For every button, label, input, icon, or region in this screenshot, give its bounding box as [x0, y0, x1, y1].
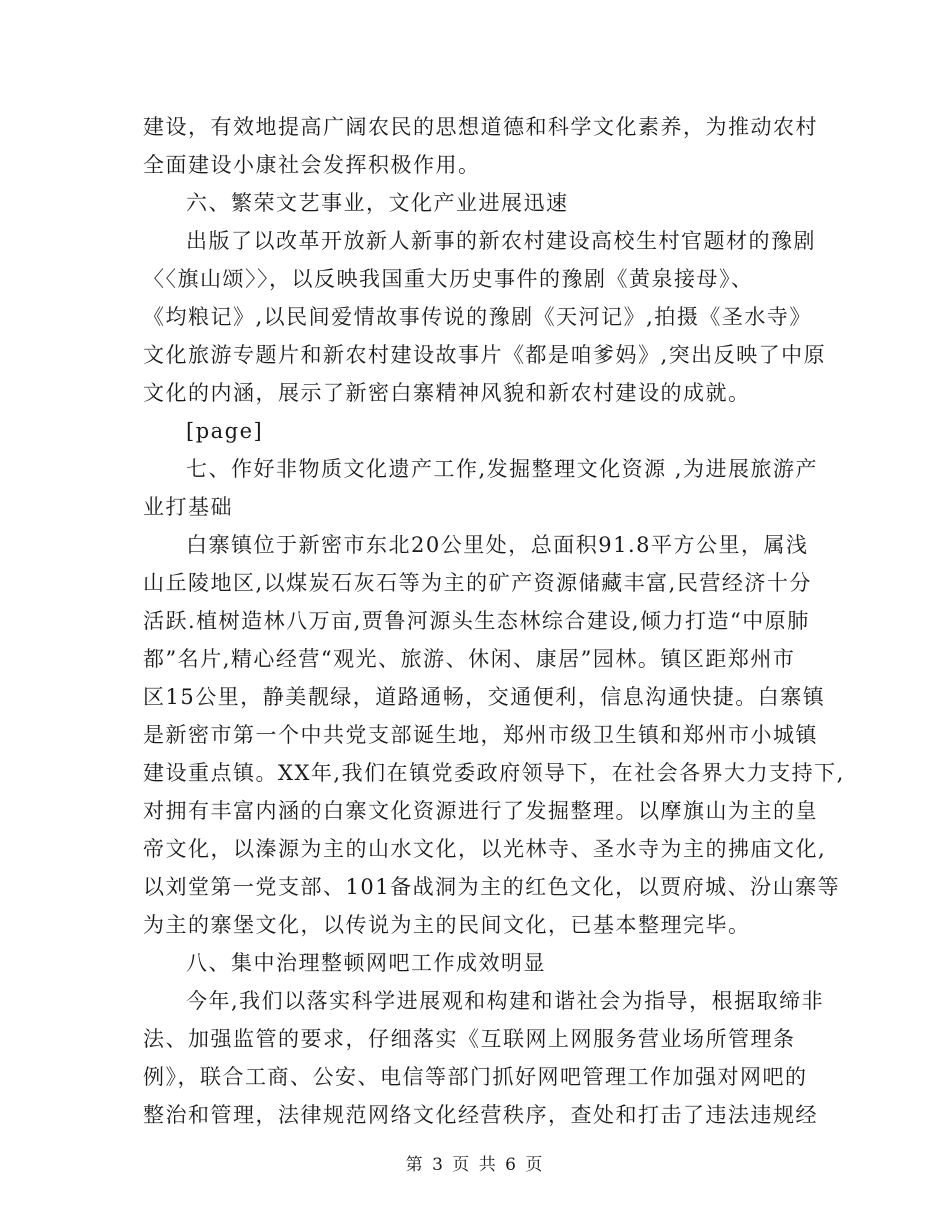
text-line: 帝文化，以溱源为主的山水文化，以光林寺、圣水寺为主的拂庙文化, [143, 837, 827, 861]
text-line: 全面建设小康社会发挥积极作用。 [143, 153, 481, 177]
text-line: 活跃.植树造林八万亩,贾鲁河源头生态林综合建设,倾力打造“中原肺 [143, 609, 810, 633]
text-line: 法、加强监管的要求，仔细落实《互联网上网服务营业场所管理条 [143, 1027, 796, 1051]
text-line: 都”名片,精心经营“观光、旅游、休闲、康居”园林。镇区距郑州市 [143, 647, 796, 671]
section-heading: 六、繁荣文艺事业，文化产业进展迅速 [186, 191, 569, 215]
text-line: 白寨镇位于新密市东北20公里处，总面积91.8平方公里，属浅 [186, 533, 809, 557]
text-line: 文化旅游专题片和新农村建设故事片《都是咱爹妈》,突出反映了中原 [143, 343, 827, 367]
text-line: 例》，联合工商、公安、电信等部门抓好网吧管理工作加强对网吧的 [143, 1065, 808, 1089]
text-line: 出版了以改革开放新人新事的新农村建设高校生村官题材的豫剧 [186, 229, 816, 253]
section-heading-continuation: 业打基础 [143, 495, 233, 519]
text-line: 建设重点镇。XX年,我们在镇党委政府领导下，在社会各界大力支持下, [143, 761, 845, 785]
text-line: 对拥有丰富内涵的白寨文化资源进行了发掘整理。以摩旗山为主的皇 [143, 799, 818, 823]
text-line: 《均粮记》,以民间爱情故事传说的豫剧《天河记》,拍摄《圣水寺》 [143, 305, 812, 329]
text-line: 以刘堂第一党支部、101备战洞为主的红色文化，以贾府城、汾山寨等 [143, 875, 841, 899]
text-line: 建设，有效地提高广阔农民的思想道德和科学文化素养，为推动农村 [143, 115, 818, 139]
text-line: 文化的内涵，展示了新密白寨精神风貌和新农村建设的成就。 [143, 381, 751, 405]
text-line: 是新密市第一个中共党支部诞生地，郑州市级卫生镇和郑州市小城镇 [143, 723, 818, 747]
text-line: 今年,我们以落实科学进展观和构建和谐社会为指导，根据取缔非 [186, 989, 825, 1013]
text-line: 〈〈旗山颂〉〉，以反映我国重大历史事件的豫剧《黄泉接母》、 [143, 267, 754, 291]
text-line: 区15公里，静美靓绿，道路通畅，交通便利，信息沟通快捷。白寨镇 [143, 685, 826, 709]
page-number-footer: 第 3 页 共 6 页 [405, 1155, 545, 1175]
section-heading: 八、集中治理整顿网吧工作成效明显 [186, 951, 546, 975]
text-line: 整治和管理，法律规范网络文化经营秩序，查处和打击了违法违规经 [143, 1103, 818, 1127]
text-line: 为主的寨堡文化，以传说为主的民间文化，已基本整理完毕。 [143, 913, 751, 937]
text-line: 山丘陵地区,以煤炭石灰石等为主的矿产资源储藏丰富,民营经济十分 [143, 571, 812, 595]
section-heading: 七、作好非物质文化遗产工作,发掘整理文化资源 ,为进展旅游产 [186, 457, 819, 481]
page-marker: [page] [186, 419, 264, 443]
